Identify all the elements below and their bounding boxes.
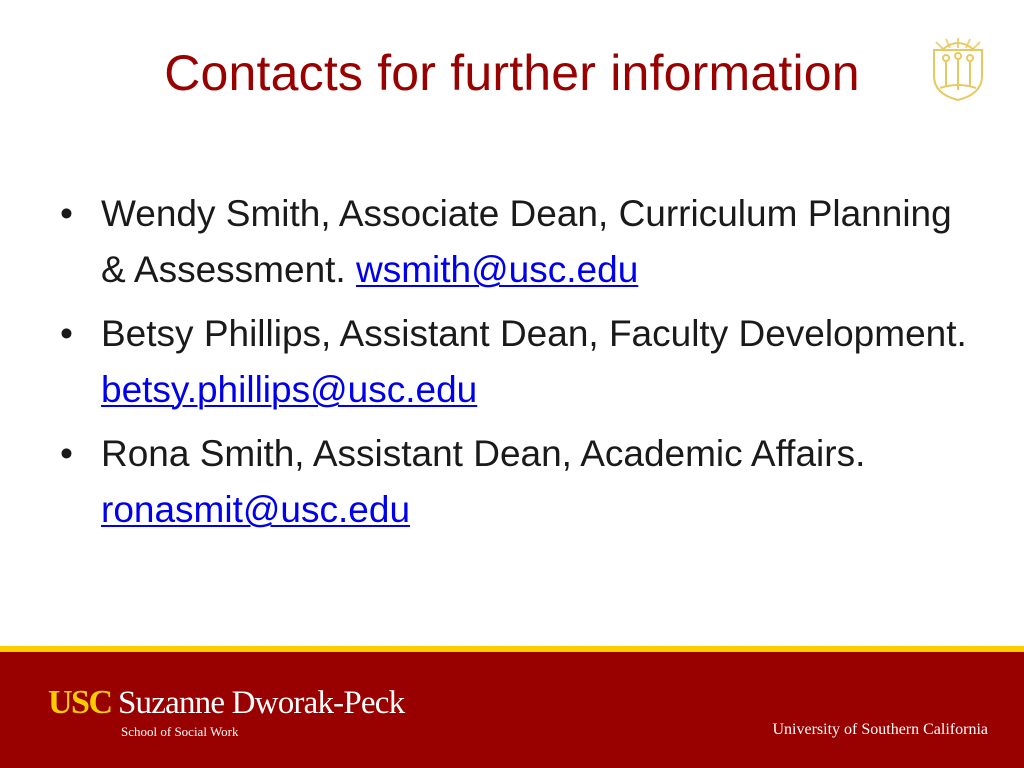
usc-logo-text: USC <box>48 684 112 721</box>
email-link[interactable]: wsmith@usc.edu <box>356 249 639 290</box>
university-name: University of Southern California <box>772 721 988 738</box>
bullet-icon: • <box>60 433 73 474</box>
bullet-icon: • <box>60 313 73 354</box>
list-item <box>60 186 980 298</box>
contacts-list <box>60 186 980 546</box>
contact-description: Betsy Phillips, Assistant Dean, Faculty Development. <box>101 313 967 354</box>
slide-title: Contacts for further information <box>164 45 860 101</box>
usc-seal-icon <box>928 36 988 102</box>
email-link[interactable]: betsy.phillips@usc.edu <box>101 369 478 410</box>
contact-description: Wendy Smith, Associate Dean, Curriculum Planning & Assessment. <box>101 193 952 290</box>
list-item <box>60 306 980 418</box>
email-link[interactable]: ronasmit@usc.edu <box>101 489 411 530</box>
list-item <box>60 426 980 538</box>
contact-description: Rona Smith, Assistant Dean, Academic Affairs. <box>101 433 866 474</box>
school-subtitle: School of Social Work <box>121 724 239 739</box>
bullet-icon: • <box>60 193 73 234</box>
school-name: Suzanne Dworak-Peck <box>118 685 405 721</box>
